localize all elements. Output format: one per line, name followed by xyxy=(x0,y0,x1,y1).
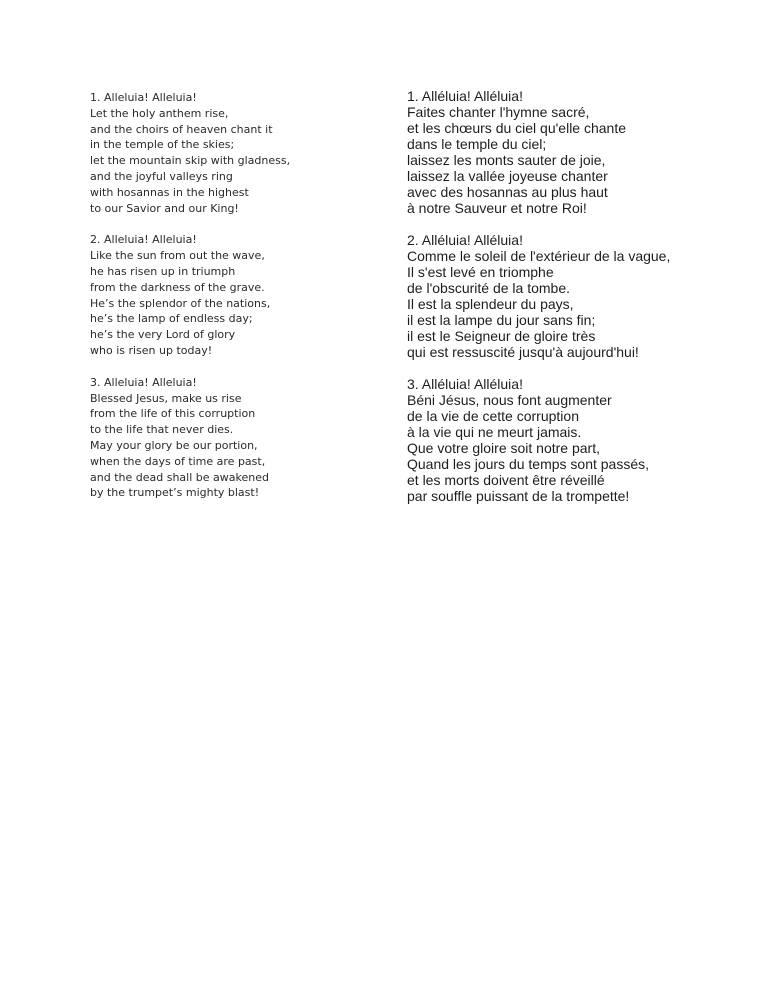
french-stanza-3 xyxy=(407,376,762,504)
lyric-line: Comme le soleil de l'extérieur de la vague, xyxy=(407,248,671,264)
lyric-line: laissez la vallée joyeuse chanter xyxy=(407,168,608,184)
lyric-line: 3. Alléluia! Alléluia! xyxy=(407,376,523,392)
lyric-line: Quand les jours du temps sont passés, xyxy=(407,456,650,472)
lyric-line: to the life that never dies. xyxy=(90,423,234,437)
lyric-line: il est le Seigneur de gloire très xyxy=(407,328,596,344)
lyric-line: à la vie qui ne meurt jamais. xyxy=(407,424,582,440)
lyric-line: Béni Jésus, nous font augmenter xyxy=(407,392,612,408)
lyric-line: He’s the splendor of the nations, xyxy=(90,296,271,310)
lyric-line: and the joyful valleys ring xyxy=(90,169,233,183)
lyric-line: by the trumpet’s mighty blast! xyxy=(90,486,260,500)
lyric-line: Que votre gloire soit notre part, xyxy=(407,440,600,456)
lyric-line: from the life of this corruption xyxy=(90,407,256,421)
lyric-line: May your glory be our portion, xyxy=(90,438,258,452)
lyric-line: et les chœurs du ciel qu'elle chante xyxy=(407,120,627,136)
lyric-line: to our Savior and our King! xyxy=(90,201,239,215)
lyric-line: 2. Alleluia! Alleluia! xyxy=(90,233,197,247)
lyric-line: who is risen up today! xyxy=(90,343,213,357)
french-stanza-2 xyxy=(407,232,762,360)
french-lyrics-column xyxy=(407,88,762,520)
english-stanza-3 xyxy=(90,375,390,501)
lyric-line: et les morts doivent être réveillé xyxy=(407,472,605,488)
lyric-line: de l'obscurité de la tombe. xyxy=(407,280,570,296)
lyric-line: Blessed Jesus, make us rise xyxy=(90,391,242,405)
lyric-line: in the temple of the skies; xyxy=(90,138,235,152)
lyric-line: Il est la splendeur du pays, xyxy=(407,296,574,312)
lyric-line: à notre Sauveur et notre Roi! xyxy=(407,200,587,216)
lyric-line: laissez les monts sauter de joie, xyxy=(407,152,606,168)
french-stanza-1 xyxy=(407,88,762,216)
lyric-line: let the mountain skip with gladness, xyxy=(90,154,291,168)
lyric-line: dans le temple du ciel; xyxy=(407,136,547,152)
lyric-line: he has risen up in triumph xyxy=(90,264,236,278)
lyric-line: when the days of time are past, xyxy=(90,454,266,468)
lyric-line: Like the sun from out the wave, xyxy=(90,249,265,263)
lyric-line: par souffle puissant de la trompette! xyxy=(407,488,630,504)
lyric-line: he’s the lamp of endless day; xyxy=(90,312,253,326)
lyric-line: and the choirs of heaven chant it xyxy=(90,122,273,136)
lyric-line: 1. Alleluia! Alleluia! xyxy=(90,91,197,104)
lyric-line: Il s'est levé en triomphe xyxy=(407,264,554,280)
english-stanza-1 xyxy=(90,90,390,216)
english-lyrics-column xyxy=(90,90,390,517)
lyric-line: Let the holy anthem rise, xyxy=(90,106,229,120)
english-stanza-2 xyxy=(90,232,390,358)
lyric-line: avec des hosannas au plus haut xyxy=(407,184,608,200)
lyric-line: he’s the very Lord of glory xyxy=(90,328,236,342)
lyric-line: and the dead shall be awakened xyxy=(90,470,269,484)
lyric-line: de la vie de cette corruption xyxy=(407,408,579,424)
lyric-line: il est la lampe du jour sans fin; xyxy=(407,312,596,328)
lyric-line: 1. Alléluia! Alléluia! xyxy=(407,88,523,104)
lyric-line: 2. Alléluia! Alléluia! xyxy=(407,232,523,248)
lyric-line: qui est ressuscité jusqu'à aujourd'hui! xyxy=(407,344,639,360)
lyric-line: from the darkness of the grave. xyxy=(90,280,265,294)
lyric-line: 3. Alleluia! Alleluia! xyxy=(90,375,197,389)
lyric-line: with hosannas in the highest xyxy=(90,185,249,199)
lyric-line: Faites chanter l'hymne sacré, xyxy=(407,104,590,120)
